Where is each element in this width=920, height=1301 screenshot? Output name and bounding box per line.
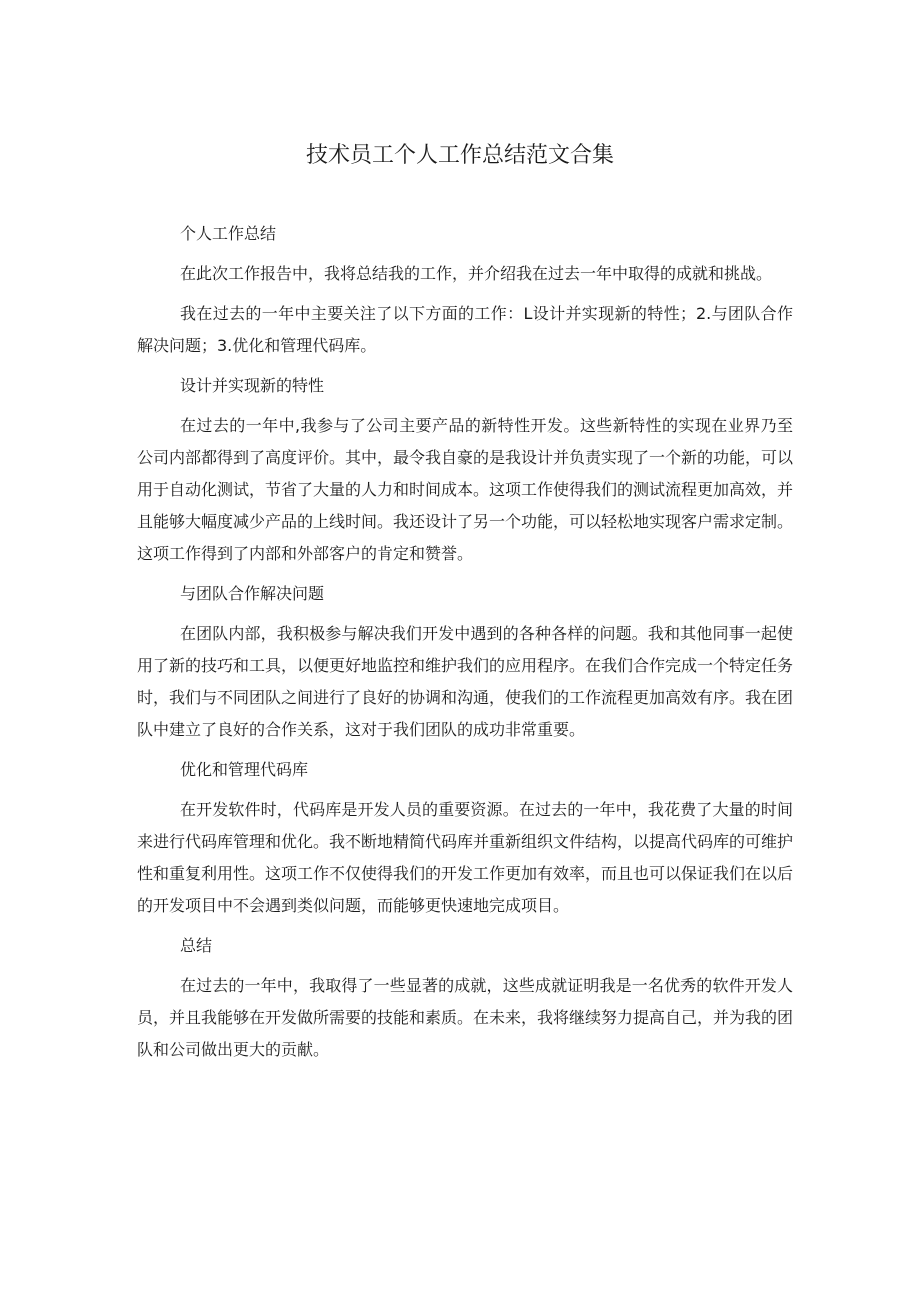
document-title: 技术员工个人工作总结范文合集 [305, 143, 614, 168]
paragraph-team: 在团队内部，我积极参与解决我们开发中遇到的各种各样的问题。我和其他同事一起使用了新的技巧和工具，以便更好地监控和维护我们的应用程序。在我们合作完成一个特定任务时，我们与不同团队之间进行了良好的协调和沟通，使我们的工作流程更加高效有序。我在团队中建立了良好的合作关系，这对于我们团队的成功非常重要。 [137, 624, 794, 739]
section-heading-personal: 个人工作总结 [180, 224, 277, 243]
section-heading-features: 设计并实现新的特性 [180, 376, 325, 395]
document-body [137, 218, 793, 1074]
paragraph-features: 在过去的一年中,我参与了公司主要产品的新特性开发。这些新特性的实现在业界乃至公司内部都得到了高度评价。其中，最令我自豪的是我设计并负责实现了一个新的功能，可以用于自动化测试，节省了大量的人力和时间成本。这项工作使得我们的测试流程更加高效，并且能够大幅度减少产品的上线时间。我还设计了另一个功能，可以轻松地实现客户需求定制。这项工作得到了内部和外部客户的肯定和赞誉。 [137, 416, 794, 563]
section-heading-summary: 总结 [180, 936, 213, 955]
section-heading-code: 优化和管理代码库 [180, 760, 309, 779]
section-heading-team: 与团队合作解决问题 [180, 584, 325, 603]
paragraph-code: 在开发软件时，代码库是开发人员的重要资源。在过去的一年中，我花费了大量的时间来进行代码库管理和优化。我不断地精简代码库并重新组织文件结构，以提高代码库的可维护性和重复利用性。这项工作不仅使得我们的开发工作更加有效率，而且也可以保证我们在以后的开发项目中不会遇到类似问题，而能够更快速地完成项目。 [137, 800, 794, 915]
paragraph-focus: 我在过去的一年中主要关注了以下方面的工作：L设计并实现新的特性；2.与团队合作解决问题；3.优化和管理代码库。 [137, 304, 793, 355]
paragraph-intro: 在此次工作报告中，我将总结我的工作，并介绍我在过去一年中取得的成就和挑战。 [180, 264, 773, 283]
paragraph-summary: 在过去的一年中，我取得了一些显著的成就，这些成就证明我是一名优秀的软件开发人员，并且我能够在开发做所需要的技能和素质。在未来，我将继续努力提高自己，并为我的团队和公司做出更大的贡献。 [137, 976, 794, 1059]
